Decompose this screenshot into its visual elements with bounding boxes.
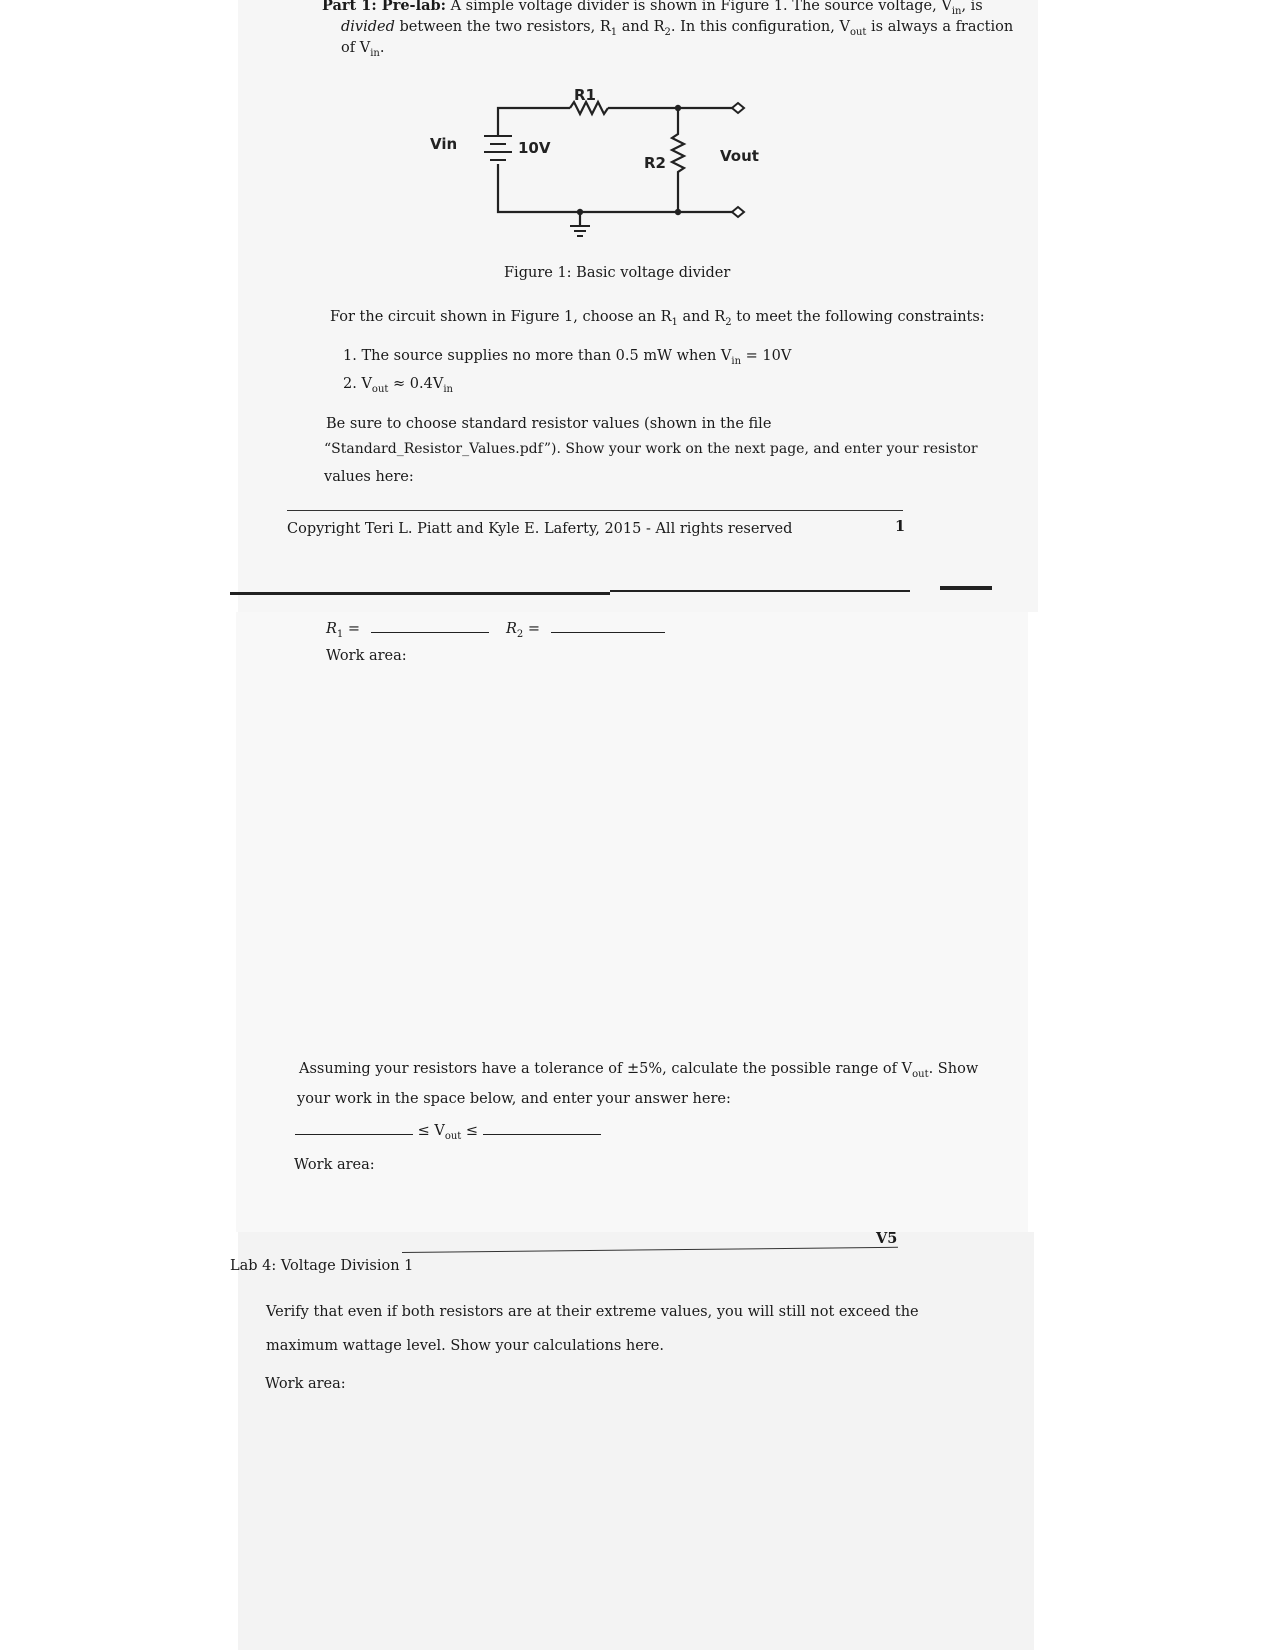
constraint-1: [343, 347, 791, 371]
subscript: in: [370, 47, 380, 59]
intro-text: of V: [341, 40, 371, 56]
tolerance-line-1: [299, 1060, 978, 1084]
r1-answer-blank[interactable]: [371, 631, 489, 633]
vout-terminal-bottom: [732, 207, 744, 217]
range-symbol: ≤: [461, 1123, 479, 1139]
label-vout: Vout: [720, 147, 759, 165]
work-area-label-3: Work area:: [265, 1376, 346, 1392]
subscript: 1: [610, 26, 618, 38]
verify-line-1: Verify that even if both resistors are at their extreme values, you will still not exceed the: [266, 1304, 919, 1320]
page-break-line-left: [230, 592, 610, 595]
vout-max-blank[interactable]: [483, 1133, 601, 1135]
battery-symbol: [484, 136, 512, 160]
junction-node-ground: [577, 209, 583, 215]
equals-sign: =: [343, 621, 361, 637]
r2-answer-blank[interactable]: [551, 631, 665, 633]
work-area-label-2: Work area:: [294, 1157, 375, 1173]
resistor-r2-symbol: [672, 108, 684, 212]
emphasis-word: divided: [341, 19, 395, 35]
subscript: out: [444, 1130, 462, 1142]
junction-node-bottom: [675, 209, 681, 215]
part-heading: Part 1: Pre-lab:: [322, 0, 446, 14]
intro-line-3: [341, 39, 384, 63]
equals-sign: =: [523, 621, 541, 637]
tolerance-line-2: your work in the space below, and enter your answer here:: [297, 1091, 731, 1107]
work-area-label-1: Work area:: [326, 648, 407, 664]
constraint-2: [343, 375, 453, 399]
intro-text: A simple voltage divider is shown in Figure 1. The source voltage, V: [445, 0, 952, 14]
subscript: out: [912, 1068, 929, 1080]
note-line-1: Be sure to choose standard resistor values (shown in the file: [326, 416, 772, 432]
subscript: 2: [664, 26, 671, 38]
label-r2: R2: [644, 154, 666, 172]
constraint-text: 2. V: [343, 376, 372, 392]
footer-copyright: Copyright Teri L. Piatt and Kyle E. Laferty, 2015 - All rights reserved: [287, 521, 793, 537]
subscript: 2: [725, 316, 732, 328]
r1-label: R: [326, 621, 337, 637]
task-text: For the circuit shown in Figure 1, choose an R: [330, 309, 672, 325]
intro-text: and R: [617, 19, 665, 35]
tolerance-text: . Show: [928, 1061, 979, 1077]
vout-terminal-top: [732, 103, 744, 113]
vout-min-blank[interactable]: [295, 1133, 413, 1135]
figure-caption: Figure 1: Basic voltage divider: [504, 265, 731, 281]
page-number: 1: [895, 518, 906, 535]
version-label: V5: [876, 1230, 898, 1247]
intro-text: between the two resistors, R: [394, 19, 611, 35]
subscript: 2: [516, 628, 524, 640]
vout-range-row: [295, 1122, 601, 1146]
subscript: in: [731, 355, 742, 367]
ground-icon: [570, 226, 590, 236]
intro-text: .: [379, 40, 385, 56]
r2-label: R: [506, 621, 517, 637]
r2-answer-row: [506, 620, 665, 644]
r1-answer-row: [326, 620, 489, 644]
tolerance-text: Assuming your resistors have a tolerance of ±5%, calculate the possible range of V: [299, 1061, 913, 1077]
intro-line-2: [341, 18, 1013, 42]
subscript: in: [443, 383, 453, 395]
footer-rule: [287, 510, 903, 511]
page-break-line-right: [940, 586, 992, 590]
junction-node-top: [675, 105, 681, 111]
intro-text: , is: [961, 0, 983, 14]
range-symbol: ≤ V: [417, 1123, 445, 1139]
note-line-2: “Standard_Resistor_Values.pdf”). Show your work on the next page, and enter your resistor: [324, 441, 978, 457]
intro-text: is always a fraction: [866, 19, 1014, 35]
voltage-divider-circuit: [420, 80, 780, 260]
task-text: and R: [677, 309, 726, 325]
verify-line-2: maximum wattage level. Show your calculations here.: [266, 1338, 664, 1354]
subscript: out: [849, 26, 867, 38]
wire-top-left: [498, 108, 570, 136]
page-break-line-mid: [610, 590, 910, 592]
label-r1: R1: [574, 86, 596, 104]
page-3-sheet: [238, 1232, 1034, 1650]
subscript: in: [951, 5, 962, 17]
constraint-text: ≈ 0.4V: [388, 376, 444, 392]
intro-text: . In this configuration, V: [670, 19, 850, 35]
constraint-text: = 10V: [741, 348, 792, 364]
subscript: 1: [671, 316, 678, 328]
label-vin: Vin: [430, 135, 458, 153]
constraint-text: 1. The source supplies no more than 0.5 mW when V: [343, 348, 732, 364]
wire-bottom: [498, 164, 732, 212]
note-line-3: values here:: [324, 469, 414, 485]
subscript: out: [371, 383, 389, 395]
label-source: 10V: [518, 139, 551, 157]
task-instruction: [330, 308, 985, 332]
subscript: 1: [336, 628, 344, 640]
lab-header-title: Lab 4: Voltage Division 1: [230, 1258, 414, 1274]
task-text: to meet the following constraints:: [731, 309, 985, 325]
